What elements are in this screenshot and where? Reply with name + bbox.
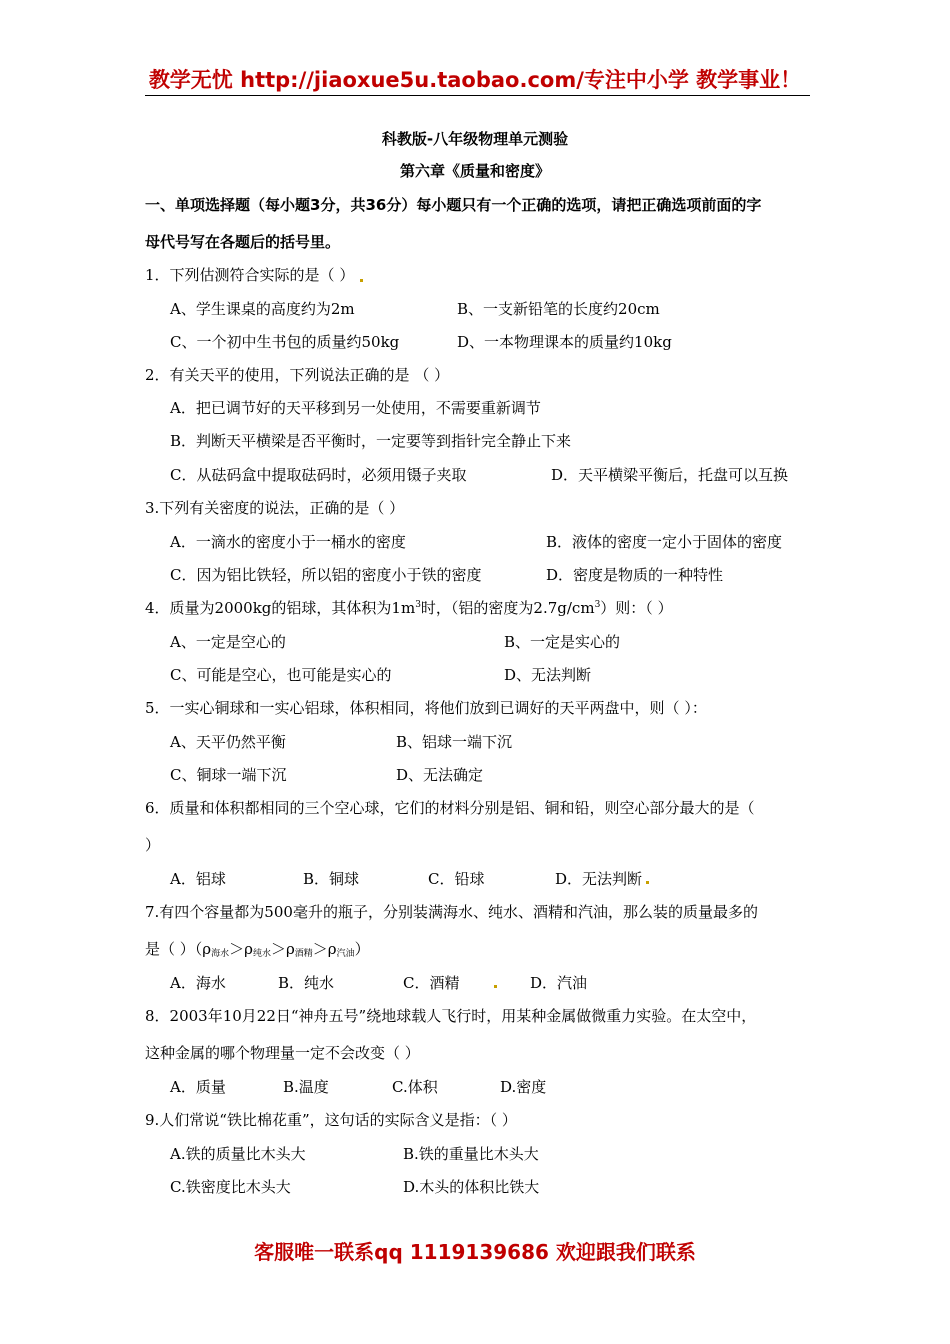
- q2-option-d: D．天平横梁平衡后，托盘可以互换: [551, 466, 789, 484]
- q6-option-d: D．无法判断: [555, 870, 643, 888]
- q5-option-a: A、天平仍然平衡: [170, 733, 286, 751]
- section-heading: 一、单项选择题（每小题3分，共36分）每小题只有一个正确的选项，请把正确选项前面的字: [145, 196, 762, 214]
- q9-option-d: D.木头的体积比铁大: [403, 1178, 540, 1196]
- section-heading-cont: 母代号写在各题后的括号里。: [145, 233, 341, 251]
- q7-sub-alcohol: 酒精: [294, 949, 313, 959]
- q8-option-b: B.温度: [283, 1078, 329, 1096]
- q9-option-a: A.铁的质量比木头大: [170, 1145, 306, 1163]
- q3-option-a: A．一滴水的密度小于一桶水的密度: [170, 533, 406, 551]
- q4-option-b: B、一定是实心的: [504, 633, 621, 651]
- q3-option-b: B．液体的密度一定小于固体的密度: [546, 533, 783, 551]
- q7-sub-purewater: 纯水: [252, 949, 271, 959]
- marker-dot: [360, 279, 363, 282]
- q3-option-c: C．因为铝比铁轻，所以铝的密度小于铁的密度: [170, 566, 482, 584]
- question-4-stem: [145, 597, 673, 618]
- q4-option-d: D、无法判断: [504, 666, 592, 684]
- question-9-stem: 9.人们常说“铁比棉花重”，这句话的实际含义是指：（ ）: [145, 1111, 517, 1129]
- question-2-stem: 2．有关天平的使用，下列说法正确的是 （ ）: [145, 366, 450, 384]
- q1-option-d: D、一本物理课本的质量约10kg: [457, 333, 672, 351]
- q6-option-a: A．铝球: [170, 870, 226, 888]
- marker-dot: [494, 985, 497, 988]
- q7-option-c: C．酒精: [403, 974, 460, 992]
- q7-sub-gasoline: 汽油: [336, 949, 355, 959]
- q7-option-b: B．纯水: [278, 974, 335, 992]
- q2-option-c: C．从砝码盒中提取砝码时，必须用镊子夹取: [170, 466, 467, 484]
- q8-option-d: D.密度: [500, 1078, 547, 1096]
- chapter-title: 第六章《质量和密度》: [399, 162, 550, 180]
- q4-superscript-2: 3: [594, 600, 601, 610]
- question-8-stem-cont: 这种金属的哪个物理量一定不会改变（ ）: [145, 1044, 420, 1062]
- q4-stem-part1: 4．质量为2000kg的铝球，其体积为1m: [145, 599, 416, 617]
- q7-option-d: D．汽油: [530, 974, 588, 992]
- marker-dot: [646, 881, 649, 884]
- q8-option-c: C.体积: [392, 1078, 438, 1096]
- q7-sub-seawater: 海水: [211, 949, 230, 959]
- question-3-stem: 3.下列有关密度的说法，正确的是（ ）: [145, 499, 405, 517]
- q4-stem-part3: ）则：（ ）: [600, 599, 673, 617]
- q4-stem-part2: 时，（铝的密度为2.7g/cm: [420, 599, 595, 617]
- q9-option-c: C.铁密度比木头大: [170, 1178, 291, 1196]
- q5-option-d: D、无法确定: [396, 766, 484, 784]
- header-divider: [145, 95, 810, 96]
- q6-option-b: B．铜球: [303, 870, 360, 888]
- q1-option-a: A、学生课桌的高度约为2m: [170, 300, 355, 318]
- question-6-stem: 6．质量和体积都相同的三个空心球，它们的材料分别是铝、铜和铅，则空心部分最大的是（: [145, 799, 755, 817]
- footer-contact: 客服唯一联系qq 1119139686 欢迎跟我们联系: [254, 1240, 696, 1264]
- q7-stem-end: ）: [354, 940, 370, 958]
- question-5-stem: 5．一实心铜球和一实心铝球，体积相同，将他们放到已调好的天平两盘中，则（ ）：: [145, 699, 707, 717]
- q1-option-c: C、一个初中生书包的质量约50kg: [170, 333, 400, 351]
- question-7-stem-cont: [145, 938, 370, 959]
- q8-option-a: A．质量: [170, 1078, 226, 1096]
- q6-option-c: C．铅球: [428, 870, 485, 888]
- exam-title: 科教版-八年级物理单元测验: [381, 130, 569, 148]
- q7-gt-3: ＞ρ: [312, 940, 337, 958]
- q4-superscript-1: 3: [415, 600, 421, 610]
- q9-option-b: B.铁的重量比木头大: [403, 1145, 539, 1163]
- question-6-stem-cont: ）: [145, 836, 161, 854]
- q5-option-b: B、铝球一端下沉: [396, 733, 513, 751]
- q2-option-a: A．把已调节好的天平移到另一处使用，不需要重新调节: [170, 399, 541, 417]
- header-banner: 教学无忧 http://jiaoxue5u.taobao.com/专注中小学 教学事业！: [148, 68, 802, 92]
- question-1-stem: 1．下列估测符合实际的是（ ）: [145, 266, 355, 284]
- q7-gt-2: ＞ρ: [270, 940, 295, 958]
- q7-gt-1: ＞ρ: [229, 940, 253, 958]
- q5-option-c: C、铜球一端下沉: [170, 766, 287, 784]
- q2-option-b: B．判断天平横梁是否平衡时，一定要等到指针完全静止下来: [170, 432, 572, 450]
- q3-option-d: D．密度是物质的一种特性: [546, 566, 724, 584]
- q4-option-a: A、一定是空心的: [170, 633, 286, 651]
- question-8-stem: 8．2003年10月22日“神舟五号”绕地球载人飞行时，用某种金属做微重力实验。在太空中，: [145, 1007, 757, 1025]
- q7-stem-prefix: 是（ ）（ρ: [145, 940, 212, 958]
- question-7-stem: 7.有四个容量都为500毫升的瓶子，分别装满海水、纯水、酒精和汽油，那么装的质量最多的: [145, 903, 758, 921]
- q7-option-a: A．海水: [170, 974, 226, 992]
- q1-option-b: B、一支新铅笔的长度约20cm: [457, 300, 660, 318]
- q4-option-c: C、可能是空心，也可能是实心的: [170, 666, 392, 684]
